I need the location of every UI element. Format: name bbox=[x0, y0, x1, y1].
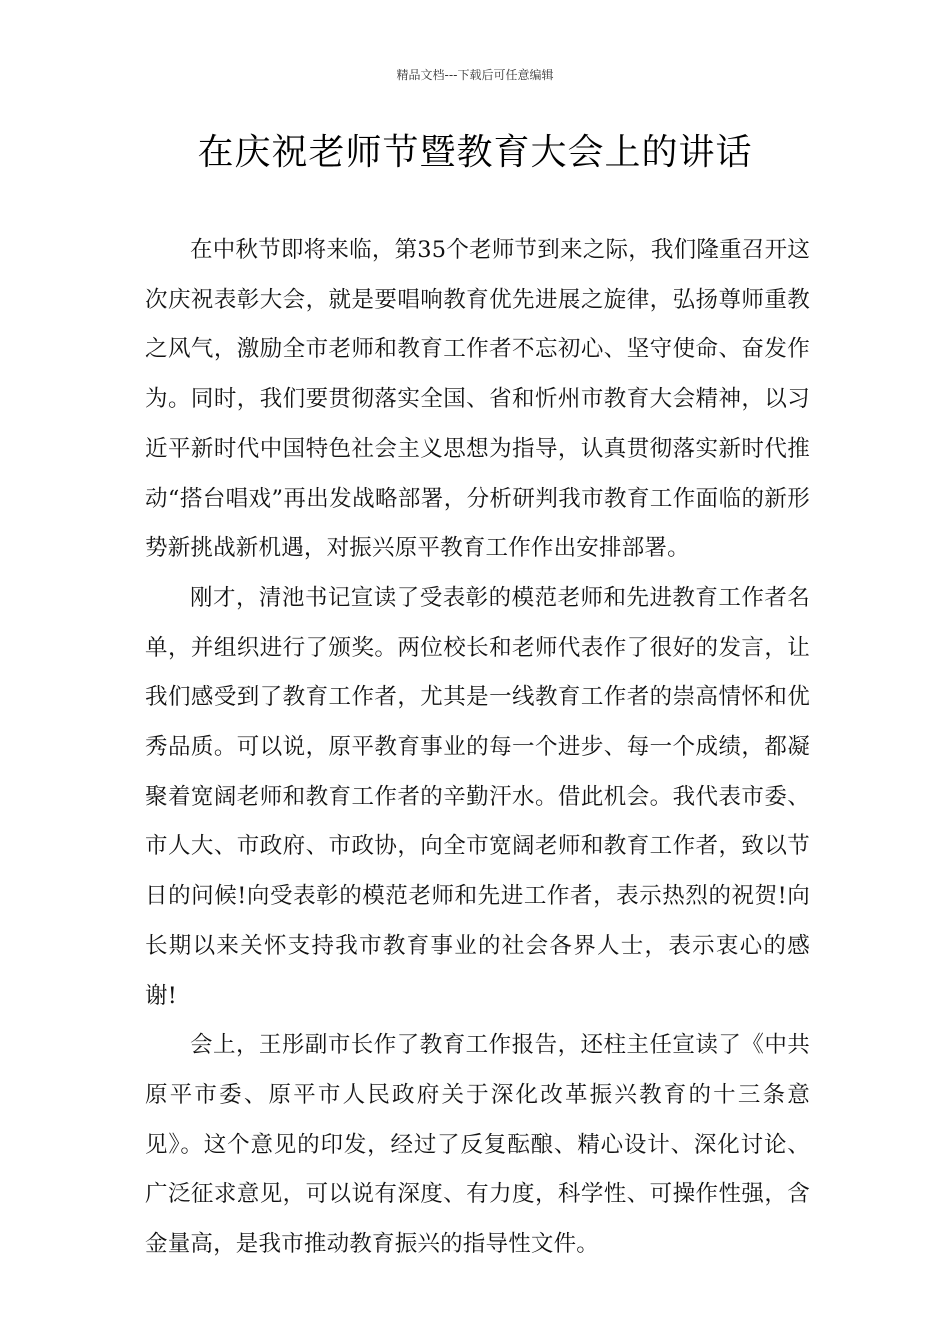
document-body bbox=[145, 226, 810, 1270]
paragraph-3: 会上，王彤副市长作了教育工作报告，还柱主任宣读了《中共原平市委、原平市人民政府关于深化改革振兴教育的十三条意见》。这个意见的印发，经过了反复酝酿、精心设计、深化讨论、广泛征求意见，可以说有深度、有力度，科学性、可操作性强，含金量高，是我市推动教育振兴的指导性文件。 bbox=[145, 1032, 810, 1258]
header-note: 精品文档---下载后可任意编辑 bbox=[396, 68, 554, 82]
paragraph-2: 刚才，清池书记宣读了受表彰的模范老师和先进教育工作者名单，并组织进行了颁奖。两位校长和老师代表作了很好的发言，让我们感受到了教育工作者，尤其是一线教育工作者的崇高情怀和优秀品质。可以说，原平教育事业的每一个进步、每一个成绩，都凝聚着宽阔老师和教育工作者的辛勤汗水。借此机会。我代表市委、市人大、市政府、市政协，向全市宽阔老师和教育工作者，致以节日的问候!向受表彰的模范老师和先进工作者，表示热烈的祝贺!向长期以来关怀支持我市教育事业的社会各界人士，表示衷心的感谢! bbox=[145, 584, 810, 1009]
paragraph-1: 在中秋节即将来临，第35个老师节到来之际，我们隆重召开这次庆祝表彰大会，就是要唱响教育优先进展之旋律，弘扬尊师重教之风气，激励全市老师和教育工作者不忘初心、坚守使命、奋发作为。同时，我们要贯彻落实全国、省和忻州市教育大会精神，以习近平新时代中国特色社会主义思想为指导，认真贯彻落实新时代推动“搭台唱戏”再出发战略部署，分析研判我市教育工作面临的新形势新挑战新机遇，对振兴原平教育工作作出安排部署。 bbox=[145, 237, 810, 562]
document-title: 在庆祝老师节暨教育大会上的讲话 bbox=[197, 132, 753, 173]
